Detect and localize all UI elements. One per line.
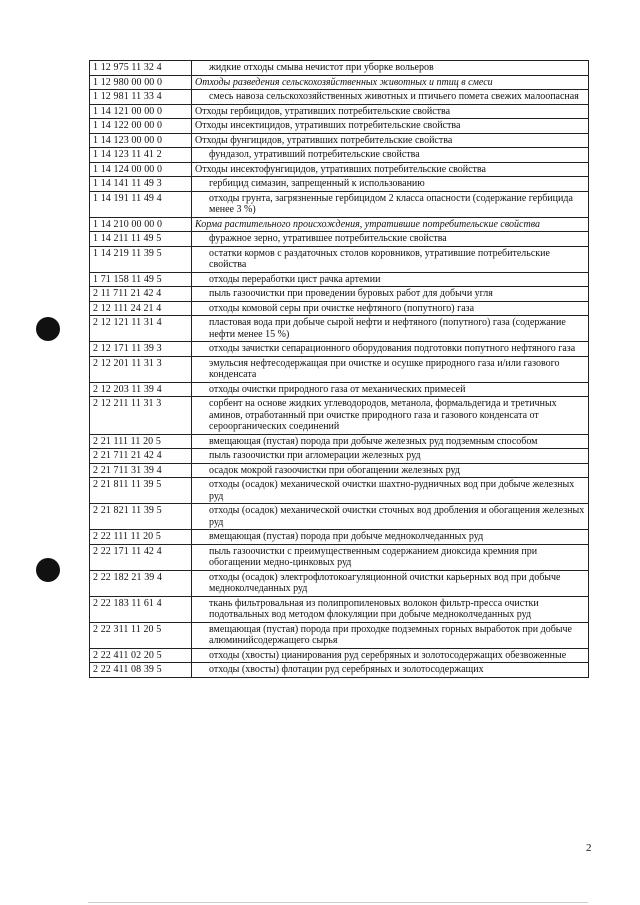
waste-code-cell: 2 22 183 11 61 4 bbox=[90, 596, 192, 622]
table-row bbox=[90, 191, 589, 217]
waste-code-cell: 2 22 411 02 20 5 bbox=[90, 648, 192, 663]
table-row bbox=[90, 622, 589, 648]
table-row bbox=[90, 397, 589, 435]
table-row bbox=[90, 148, 589, 163]
table-row bbox=[90, 570, 589, 596]
table-row bbox=[90, 663, 589, 678]
waste-item-description: пластовая вода при добыче сырой нефти и нефтяного (попутного) газа (содержание нефти менее 15 %) bbox=[192, 316, 589, 342]
waste-code-cell: 2 22 311 11 20 5 bbox=[90, 622, 192, 648]
waste-item-description: смесь навоза сельскохозяйственных животных и птичьего помета свежих малоопасная bbox=[192, 90, 589, 105]
waste-item-description: пыль газоочистки при проведении буровых работ для добычи угля bbox=[192, 287, 589, 302]
table-row bbox=[90, 316, 589, 342]
table-row bbox=[90, 356, 589, 382]
waste-category-title: Отходы инсектицидов, утративших потребительские свойства bbox=[192, 119, 589, 134]
waste-code-cell: 1 71 158 11 49 5 bbox=[90, 272, 192, 287]
waste-item-description: отходы зачистки сепарационного оборудования подготовки попутного нефтяного газа bbox=[192, 342, 589, 357]
waste-category-title: Отходы гербицидов, утративших потребительские свойства bbox=[192, 104, 589, 119]
waste-item-description: сорбент на основе жидких углеводородов, метанола, формальдегида и третичных аминов, отработанный при очистке природного газа и газового конденсата от сероорганических соединений bbox=[192, 397, 589, 435]
waste-code-cell: 1 14 124 00 00 0 bbox=[90, 162, 192, 177]
waste-group-title: Отходы разведения сельскохозяйственных животных и птиц в смеси bbox=[192, 75, 589, 90]
waste-code-cell: 1 14 123 00 00 0 bbox=[90, 133, 192, 148]
waste-code-cell: 2 21 711 21 42 4 bbox=[90, 449, 192, 464]
table-body bbox=[90, 61, 589, 678]
waste-code-cell: 2 21 111 11 20 5 bbox=[90, 434, 192, 449]
waste-item-description: отходы (осадок) электрофлотокоагуляционной очистки карьерных вод при добыче медноколчеданных руд bbox=[192, 570, 589, 596]
table-row bbox=[90, 382, 589, 397]
table-row bbox=[90, 544, 589, 570]
waste-code-cell: 2 12 211 11 31 3 bbox=[90, 397, 192, 435]
waste-item-description: отходы (осадок) механической очистки шахтно-рудничных вод при добыче железных руд bbox=[192, 478, 589, 504]
table-row bbox=[90, 246, 589, 272]
waste-code-cell: 2 12 201 11 31 3 bbox=[90, 356, 192, 382]
table-row bbox=[90, 463, 589, 478]
waste-item-description: фундазол, утративший потребительские свойства bbox=[192, 148, 589, 163]
waste-item-description: отходы грунта, загрязненные гербицидом 2 класса опасности (содержание гербицида менее 3 %) bbox=[192, 191, 589, 217]
table-row bbox=[90, 162, 589, 177]
table-row bbox=[90, 75, 589, 90]
waste-code-cell: 2 12 203 11 39 4 bbox=[90, 382, 192, 397]
table-row bbox=[90, 232, 589, 247]
waste-code-cell: 1 12 981 11 33 4 bbox=[90, 90, 192, 105]
waste-code-cell: 2 22 171 11 42 4 bbox=[90, 544, 192, 570]
table-row bbox=[90, 287, 589, 302]
table-row bbox=[90, 596, 589, 622]
table-row bbox=[90, 272, 589, 287]
waste-code-cell: 1 12 980 00 00 0 bbox=[90, 75, 192, 90]
waste-code-cell: 2 22 411 08 39 5 bbox=[90, 663, 192, 678]
table-row bbox=[90, 104, 589, 119]
waste-code-cell: 2 12 171 11 39 3 bbox=[90, 342, 192, 357]
waste-item-description: вмещающая (пустая) порода при добыче медноколчеданных руд bbox=[192, 530, 589, 545]
table-row bbox=[90, 648, 589, 663]
table-row bbox=[90, 504, 589, 530]
table-row bbox=[90, 449, 589, 464]
waste-category-title: Отходы фунгицидов, утративших потребительские свойства bbox=[192, 133, 589, 148]
binder-hole-upper bbox=[36, 317, 60, 341]
waste-group-title: Корма растительного происхождения, утратившие потребительские свойства bbox=[192, 217, 589, 232]
waste-item-description: ткань фильтровальная из полипропиленовых волокон фильтр-пресса очистки подотвальных вод методом флокуляции при добыче медноколчеданных руд bbox=[192, 596, 589, 622]
waste-item-description: гербицид симазин, запрещенный к использованию bbox=[192, 177, 589, 192]
waste-item-description: эмульсия нефтесодержащая при очистке и осушке природного газа и/или газового конденсата bbox=[192, 356, 589, 382]
waste-code-cell: 2 21 811 11 39 5 bbox=[90, 478, 192, 504]
waste-code-cell: 2 11 711 21 42 4 bbox=[90, 287, 192, 302]
waste-item-description: вмещающая (пустая) порода при добыче железных руд подземным способом bbox=[192, 434, 589, 449]
waste-code-cell: 2 21 711 31 39 4 bbox=[90, 463, 192, 478]
waste-code-cell: 1 14 123 11 41 2 bbox=[90, 148, 192, 163]
waste-code-cell: 2 22 111 11 20 5 bbox=[90, 530, 192, 545]
waste-item-description: жидкие отходы смыва нечистот при уборке вольеров bbox=[192, 61, 589, 76]
table-row bbox=[90, 478, 589, 504]
waste-item-description: отходы переработки цист рачка артемии bbox=[192, 272, 589, 287]
table-row bbox=[90, 301, 589, 316]
waste-code-cell: 1 14 191 11 49 4 bbox=[90, 191, 192, 217]
waste-item-description: фуражное зерно, утратившее потребительские свойства bbox=[192, 232, 589, 247]
table-row bbox=[90, 90, 589, 105]
waste-code-cell: 2 21 821 11 39 5 bbox=[90, 504, 192, 530]
waste-item-description: вмещающая (пустая) порода при проходке подземных горных выработок при добыче алюминийсодержащего сырья bbox=[192, 622, 589, 648]
waste-item-description: отходы комовой серы при очистке нефтяного (попутного) газа bbox=[192, 301, 589, 316]
table-row bbox=[90, 133, 589, 148]
table-row bbox=[90, 217, 589, 232]
waste-code-cell: 1 14 210 00 00 0 bbox=[90, 217, 192, 232]
scan-edge-line bbox=[88, 902, 588, 903]
waste-code-cell: 1 14 219 11 39 5 bbox=[90, 246, 192, 272]
waste-code-cell: 1 14 211 11 49 5 bbox=[90, 232, 192, 247]
waste-code-cell: 2 12 121 11 31 4 bbox=[90, 316, 192, 342]
waste-code-cell: 2 12 111 24 21 4 bbox=[90, 301, 192, 316]
waste-item-description: отходы (хвосты) флотации руд серебряных и золотосодержащих bbox=[192, 663, 589, 678]
waste-item-description: отходы очистки природного газа от механических примесей bbox=[192, 382, 589, 397]
table-row bbox=[90, 119, 589, 134]
waste-code-cell: 1 14 121 00 00 0 bbox=[90, 104, 192, 119]
table-row bbox=[90, 434, 589, 449]
waste-item-description: отходы (осадок) механической очистки сточных вод дробления и обогащения железных руд bbox=[192, 504, 589, 530]
waste-code-cell: 1 14 141 11 49 3 bbox=[90, 177, 192, 192]
page-number: 2 bbox=[586, 842, 592, 854]
waste-code-cell: 1 14 122 00 00 0 bbox=[90, 119, 192, 134]
table-row bbox=[90, 342, 589, 357]
table-row bbox=[90, 61, 589, 76]
waste-item-description: отходы (хвосты) цианирования руд серебряных и золотосодержащих обезвоженные bbox=[192, 648, 589, 663]
waste-item-description: осадок мокрой газоочистки при обогащении железных руд bbox=[192, 463, 589, 478]
waste-code-cell: 2 22 182 21 39 4 bbox=[90, 570, 192, 596]
table-row bbox=[90, 177, 589, 192]
waste-category-title: Отходы инсектофунгицидов, утративших потребительские свойства bbox=[192, 162, 589, 177]
waste-item-description: пыль газоочистки с преимущественным содержанием диоксида кремния при обогащении медно-цинковых руд bbox=[192, 544, 589, 570]
binder-hole-lower bbox=[36, 558, 60, 582]
waste-code-cell: 1 12 975 11 32 4 bbox=[90, 61, 192, 76]
waste-classification-table bbox=[89, 60, 589, 678]
waste-item-description: остатки кормов с раздаточных столов коровников, утратившие потребительские свойства bbox=[192, 246, 589, 272]
table-row bbox=[90, 530, 589, 545]
waste-item-description: пыль газоочистки при агломерации железных руд bbox=[192, 449, 589, 464]
